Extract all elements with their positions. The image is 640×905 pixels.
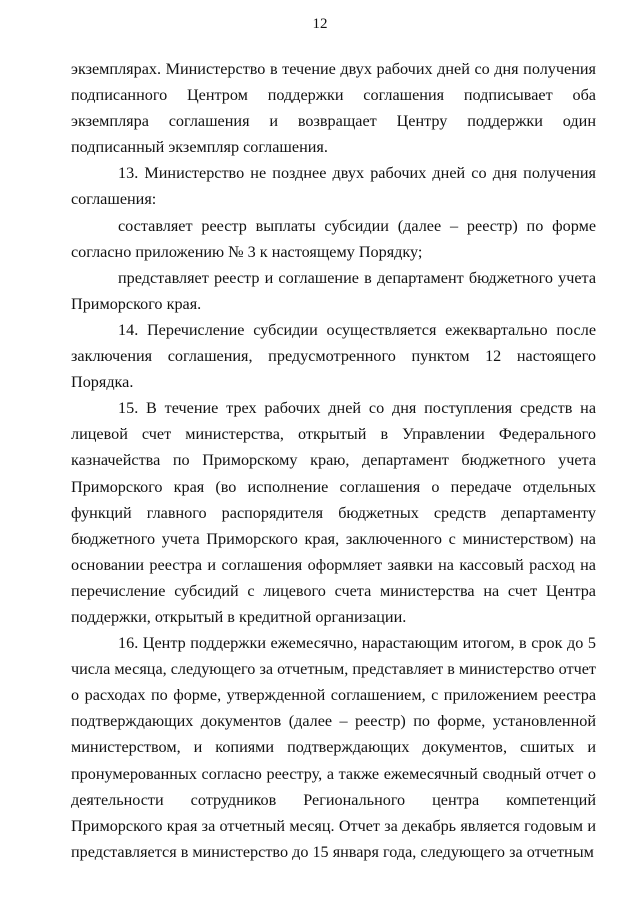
document-body xyxy=(71,56,596,865)
paragraph-continuation: экземплярах. Министерство в течение двух рабочих дней со дня получения подписанного Центром поддержки соглашения подписывает оба экземпляра соглашения и возвращает Центру поддержки один подписанный экземпляр соглашения. xyxy=(71,60,596,157)
paragraph-item-15: 15. В течение трех рабочих дней со дня поступления средств на лицевой счет министерства, открытый в Управлении Федерального казначейства по Приморскому краю, департамент бюджетного учета Приморского края (во исполнение соглашения о передаче отдельных функций главного распорядителя бюджетных средств департаменту бюджетного учета Приморского края, заключенного с министерством) на основании реестра и соглашения оформляет заявки на кассовый расход на перечисление субсидий с лицевого счета министерства на счет Центра поддержки, открытый в кредитной организации. xyxy=(71,399,596,626)
paragraph-item-13-submission: представляет реестр и соглашение в департамент бюджетного учета Приморского края. xyxy=(71,268,596,313)
paragraph-item-13: 13. Министерство не позднее двух рабочих дней со дня получения соглашения: xyxy=(71,164,596,209)
page-number: 12 xyxy=(312,16,328,32)
paragraph-item-16: 16. Центр поддержки ежемесячно, нарастающим итогом, в срок до 5 числа месяца, следующего за отчетным, представляет в министерство отчет о расходах по форме, утвержденной соглашением, с приложением реестра подтверждающих документов (далее – реестр) по форме, установленной министерством, и копиями подтверждающих документов, сшитых и пронумерованных согласно реестру, а также ежемесячный сводный отчет о деятельности сотрудников Регионального центра компетенций Приморского края за отчетный месяц. Отчет за декабрь является годовым и представляется в министерство до 15 января года, следующего за отчетным xyxy=(71,634,596,861)
paragraph-item-14: 14. Перечисление субсидии осуществляется ежеквартально после заключения соглашения, предусмотренного пунктом 12 настоящего Порядка. xyxy=(71,320,596,392)
paragraph-item-13-registry: составляет реестр выплаты субсидии (далее – реестр) по форме согласно приложению № 3 к настоящему Порядку; xyxy=(71,216,596,261)
